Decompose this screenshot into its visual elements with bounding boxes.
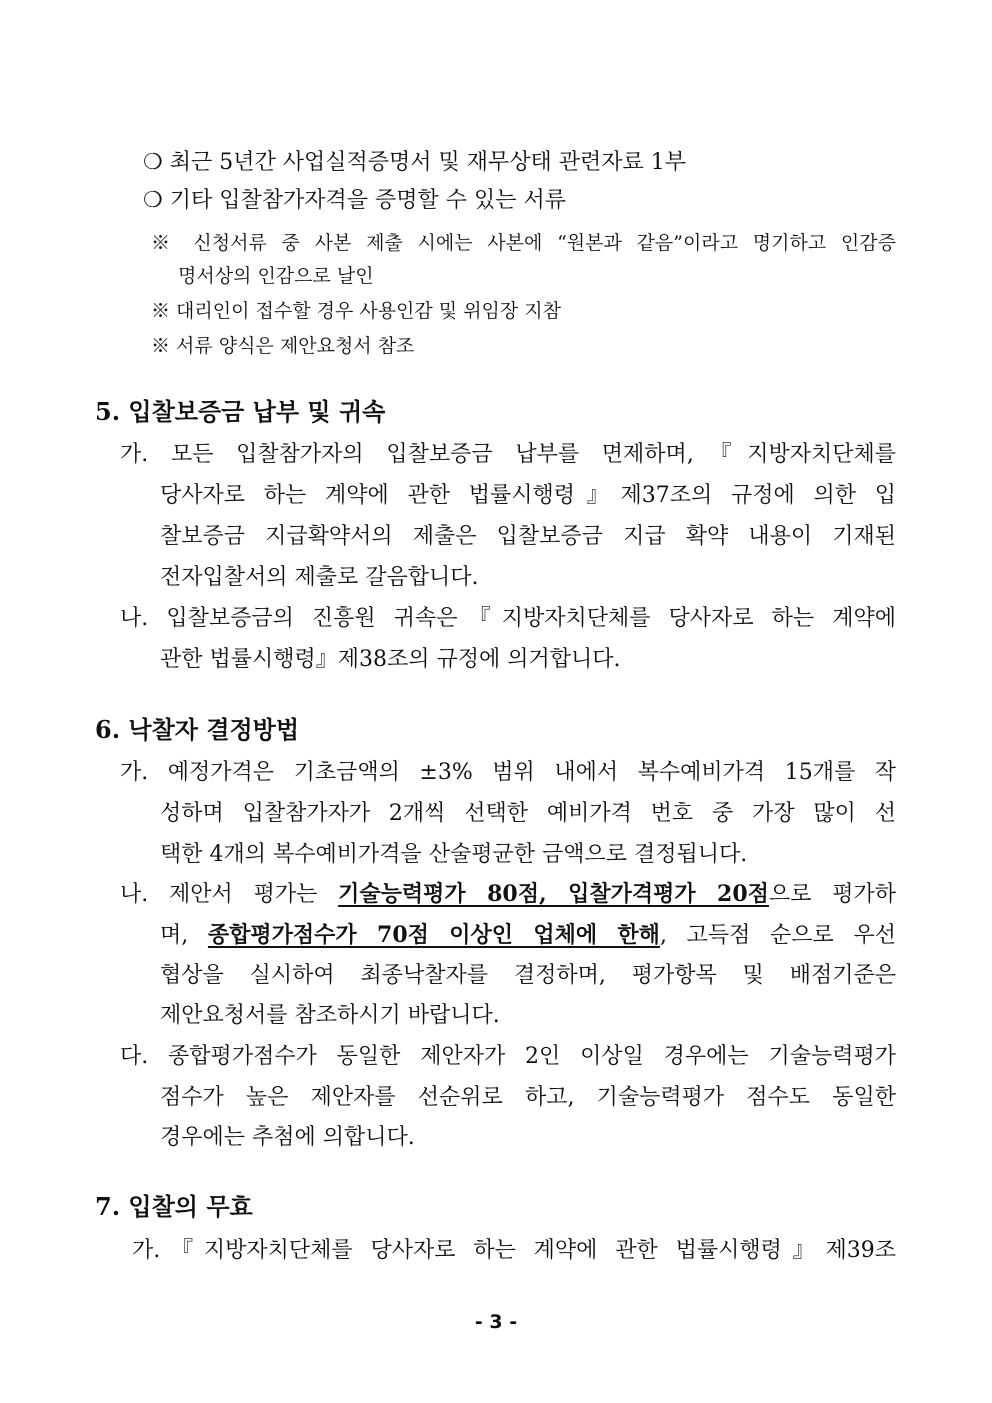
paragraph-line: 나. 입찰보증금의 진흥원 귀속은『지방자치단체를 당사자로 하는 계약에: [120, 606, 896, 631]
paragraph-line: 찰보증금 지급확약서의 제출은 입찰보증금 지급 확약 내용이 기재된: [160, 524, 896, 549]
page-number: - 3 -: [474, 1311, 518, 1333]
paragraph-line: 경우에는 추첨에 의합니다.: [160, 1125, 415, 1150]
section-heading: 6. 낙찰자 결정방법: [95, 715, 300, 744]
paragraph-line: 협상을 실시하여 최종낙찰자를 결정하며, 평가항목 및 배점기준은: [160, 963, 896, 988]
note-item: ※ 서류 양식은 제안요청서 참조: [151, 335, 415, 357]
paragraph-line: 가. 모든 입찰참가자의 입찰보증금 납부를 면제하며,『지방자치단체를: [120, 442, 896, 467]
text-run: , 고득점 순으로 우선: [659, 923, 896, 948]
bullet-item: ❍ 최근 5년간 사업실적증명서 및 재무상태 관련자료 1부: [143, 150, 686, 175]
emphasis-text: 기술능력평가 80점, 입찰가격평가 20점: [338, 881, 769, 907]
paragraph-line: 성하며 입찰참가자가 2개씩 선택한 예비가격 번호 중 가장 많이 선: [160, 801, 896, 826]
text-run: 으로 평가하: [768, 882, 896, 907]
emphasis-text: 종합평가점수가 70점 이상인 업체에 한해: [207, 922, 660, 948]
note-item-continuation: 명서상의 인감으로 날인: [178, 265, 374, 287]
section-heading: 5. 입찰보증금 납부 및 귀속: [95, 397, 386, 426]
note-item: ※ 대리인이 접수할 경우 사용인감 및 위임장 지참: [151, 300, 562, 322]
paragraph-line: 점수가 높은 제안자를 선순위로 하고, 기술능력평가 점수도 동일한: [160, 1085, 896, 1110]
paragraph-line: 다. 종합평가점수가 동일한 제안자가 2인 이상일 경우에는 기술능력평가: [120, 1044, 896, 1069]
note-item: ※ 신청서류 중 사본 제출 시에는 사본에 “원본과 같음”이라고 명기하고 인감증: [151, 232, 896, 254]
paragraph-line: 전자입찰서의 제출로 갈음합니다.: [160, 565, 479, 590]
paragraph-line: 가.『지방자치단체를 당사자로 하는 계약에 관한 법률시행령』제39조: [132, 1238, 896, 1263]
text-run: 나. 제안서 평가는: [120, 882, 339, 907]
paragraph-line: 관한 법률시행령』제38조의 규정에 의거합니다.: [160, 647, 621, 672]
paragraph-line-with-emphasis: [160, 920, 896, 951]
bullet-item: ❍ 기타 입찰참가자격을 증명할 수 있는 서류: [143, 188, 566, 213]
section-heading: 7. 입찰의 무효: [95, 1192, 253, 1221]
paragraph-line: 당사자로 하는 계약에 관한 법률시행령』제37조의 규정에 의한 입: [160, 483, 896, 508]
text-run: 며,: [160, 923, 208, 948]
paragraph-line: 가. 예정가격은 기초금액의 ±3% 범위 내에서 복수예비가격 15개를 작: [120, 760, 896, 785]
paragraph-line: 택한 4개의 복수예비가격을 산술평균한 금액으로 결정됩니다.: [160, 842, 748, 867]
paragraph-line: 제안요청서를 참조하시기 바랍니다.: [160, 1003, 500, 1028]
paragraph-line-with-emphasis: [120, 879, 896, 910]
